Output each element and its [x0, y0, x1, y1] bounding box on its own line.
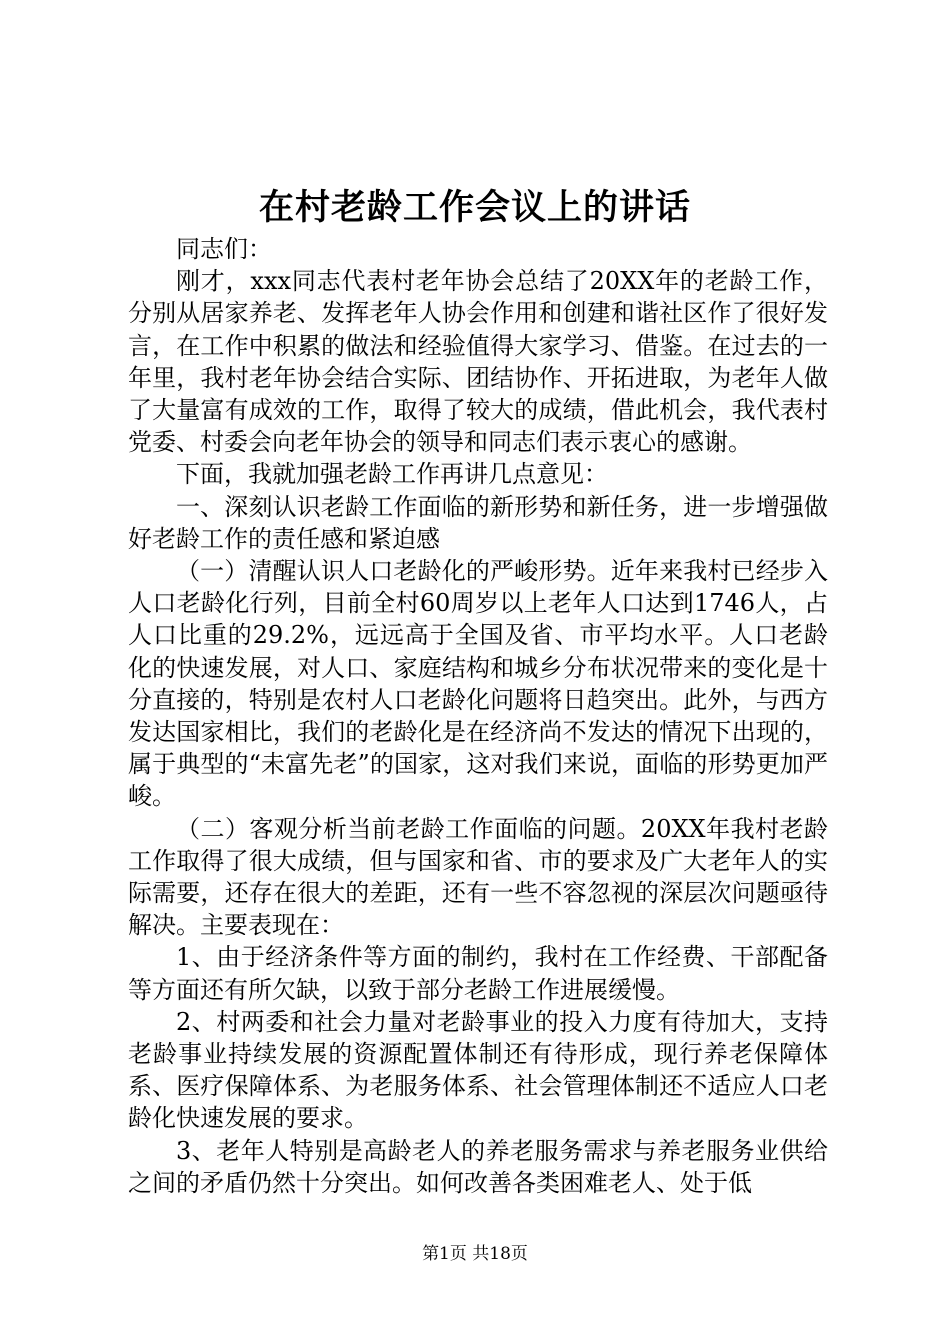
- document-title: 在村老龄工作会议上的讲话: [258, 187, 691, 228]
- list-item: 1、由于经济条件等方面的制约，我村在工作经费、干部配备等方面还有所欠缺，以致于部分老龄工作进展缓慢。: [128, 943, 828, 1004]
- body-paragraph: 刚才，xxx同志代表村老年协会总结了20XX年的老龄工作，分别从居家养老、发挥老年人协会作用和创建和谐社区作了很好发言，在工作中积累的做法和经验值得大家学习、借鉴。在过去的一年里，我村老年协会结合实际、团结协作、开拓进取，为老年人做了大量富有成效的工作，取得了较大的成绩，借此机会，我代表村党委、村委会向老年协会的领导和同志们表示衷心的感谢。: [128, 267, 828, 457]
- salutation: 同志们：: [176, 235, 272, 263]
- list-item: 2、村两委和社会力量对老龄事业的投入力度有待加大，支持老龄事业持续发展的资源配置体制还有待形成，现行养老保障体系、医疗保障体系、为老服务体系、社会管理体制还不适应人口老龄化快速发展的要求。: [128, 1007, 828, 1133]
- document-body: [128, 233, 828, 1199]
- body-paragraph: （二）客观分析当前老龄工作面临的问题。20XX年我村老龄工作取得了很大成绩，但与国家和省、市的要求及广大老年人的实际需要，还存在很大的差距，还有一些不容忽视的深层次问题亟待解决。主要表现在：: [128, 814, 828, 940]
- section-heading: 一、深刻认识老龄工作面临的新形势和新任务，进一步增强做好老龄工作的责任感和紧迫感: [128, 492, 828, 553]
- body-paragraph: 下面，我就加强老龄工作再讲几点意见：: [176, 460, 608, 489]
- body-paragraph: （一）清醒认识人口老龄化的严峻形势。近年来我村已经步入人口老龄化行列，目前全村60周岁以上老年人口达到1746人，占人口比重的29.2%，远远高于全国及省、市平均水平。人口老龄化的快速发展，对人口、家庭结构和城乡分布状况带来的变化是十分直接的，特别是农村人口老龄化问题将日趋突出。此外，与西方发达国家相比，我们的老龄化是在经济尚不发达的情况下出现的，属于典型的“未富先老”的国家，这对我们来说，面临的形势更加严峻。: [128, 557, 828, 811]
- page-number-footer: 第1页 共18页: [422, 1244, 528, 1264]
- list-item: 3、老年人特别是高龄老人的养老服务需求与养老服务业供给之间的矛盾仍然十分突出。如何改善各类困难老人、处于低: [128, 1136, 828, 1197]
